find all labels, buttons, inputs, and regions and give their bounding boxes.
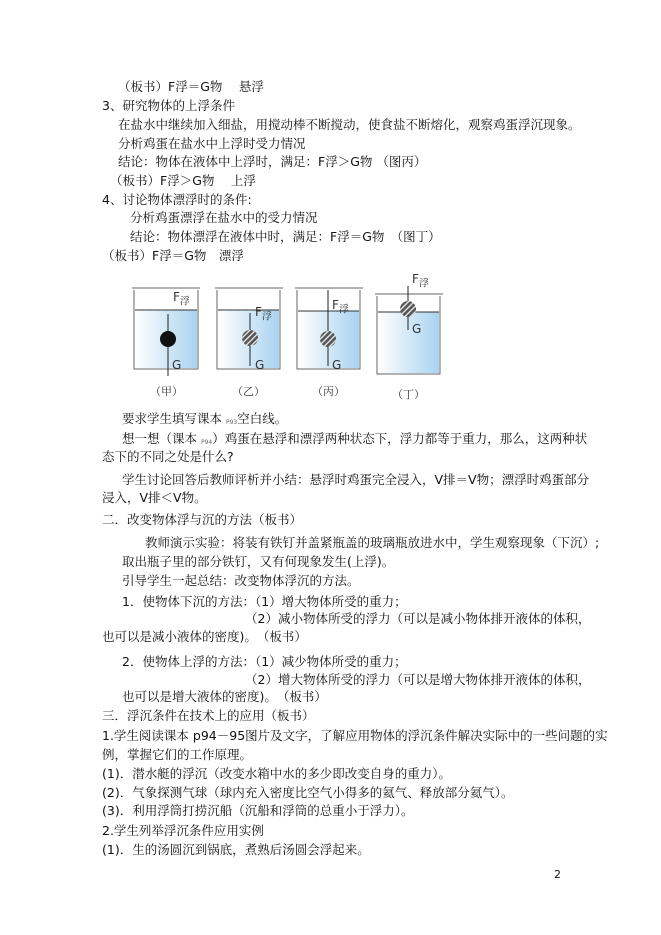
text-line: 要求学生填写课本 P93空白线。 (122, 411, 288, 426)
beakers-illustration (120, 278, 460, 378)
text-line: 2.学生列举浮沉条件应用实例 (102, 823, 264, 838)
text-line: 结论：物体漂浮在液体中时，满足：F浮＝G物 （图丁） (130, 229, 441, 244)
text-line: 在盐水中继续加入细盐，用搅动棒不断搅动，使食盐不断熔化，观察鸡蛋浮沉现象。 (118, 117, 581, 132)
text-line: 想一想（课本 P94）鸡蛋在悬浮和漂浮两种状态下，浮力都等于重力，那么，这两种状 (122, 431, 588, 446)
force-label: G (172, 358, 182, 372)
force-label: $F_浮$ (332, 298, 349, 316)
text-line: 教师演示实验：将装有铁钉并盖紧瓶盖的玻璃瓶放进水中，学生观察现象（下沉）; (145, 535, 600, 550)
text-line: 也可以是增大液体的密度)。 （板书） (122, 689, 327, 704)
force-label: $F_浮$ (173, 290, 190, 308)
text-line: 分析鸡蛋漂浮在盐水中的受力情况 (130, 210, 318, 225)
text-line: 引导学生一起总结：改变物体浮沉的方法。 (122, 573, 360, 588)
beaker-ding (375, 286, 443, 374)
section-heading: 4、讨论物体漂浮时的条件: (102, 192, 252, 207)
text-line: （板书）F浮＝G物 悬浮 (118, 79, 264, 94)
egg-floating (400, 301, 416, 317)
section-heading: 三．浮沉条件在技术上的应用（板书） (102, 708, 315, 723)
text-line: 例，掌握它们的工作原理。 (102, 747, 253, 762)
section-heading: 3、研究物体的上浮条件 (102, 98, 235, 113)
text-line: （2）减小物体所受的浮力（可以是减小物体排开液体的体积， (245, 611, 591, 626)
text-line: 浸入，V排＜V物。 (102, 490, 207, 505)
egg-suspended (242, 330, 258, 346)
caption-yi: （乙） (232, 385, 265, 398)
text-line: (2)．气象探测气球（球内充入密度比空气小得多的氦气、释放部分氦气）。 (102, 785, 514, 800)
beaker-figure (120, 272, 460, 401)
beaker-yi (215, 288, 283, 369)
text-line: 1．使物体下沉的方法：（1）增大物体所受的重力； (122, 594, 407, 609)
text-line: 取出瓶子里的部分铁钉，又有何现象发生(上浮)。 (122, 554, 395, 569)
caption-bing: （丙） (312, 385, 345, 398)
text-line: 结论：物体在液体中上浮时，满足：F浮＞G物 （图丙） (118, 154, 427, 169)
beaker-bing (295, 288, 363, 369)
force-label: $F_浮$ (412, 272, 429, 290)
text-line: 也可以是减小液体的密度)。 （板书） (102, 629, 307, 644)
force-label: G (412, 322, 422, 336)
page-number: 2 (554, 868, 561, 881)
text-line: 2．使物体上浮的方法：（1）减少物体所受的重力； (122, 654, 407, 669)
text-line: 分析鸡蛋在盐水中上浮时受力情况 (118, 136, 306, 151)
force-label: G (332, 358, 342, 372)
egg-rising (320, 331, 336, 347)
egg-sinking (160, 331, 176, 347)
text-line: 1.学生阅读课本 p94－95图片及文字，了解应用物体的浮沉条件解决实际中的一些问题的实 (102, 728, 608, 743)
caption-ding: （丁） (392, 388, 425, 401)
text-line: （板书）F浮＝G物 漂浮 (102, 248, 244, 263)
force-label: $F_浮$ (255, 305, 272, 323)
text-line: 态下的不同之处是什么? (102, 449, 234, 464)
text-line: （2）增大物体所受的浮力（可以是增大物体排开液体的体积， (245, 672, 591, 687)
text-line: (3)．利用浮筒打捞沉船（沉船和浮筒的总重小于浮力）。 (102, 803, 414, 818)
force-label: G (255, 358, 265, 372)
text-line: (1)．潜水艇的浮沉（改变水箱中水的多少即改变自身的重力）。 (102, 766, 451, 781)
caption-jia: （甲） (150, 385, 183, 398)
text-line: 学生讨论回答后教师评析并小结：悬浮时鸡蛋完全浸入，V排＝V物；漂浮时鸡蛋部分 (122, 472, 590, 487)
text-line: （板书）F浮＞G物 上浮 (110, 173, 256, 188)
text-line: (1)．生的汤圆沉到锅底，煮熟后汤圆会浮起来。 (102, 842, 370, 857)
section-heading: 二．改变物体浮与沉的方法（板书） (102, 512, 303, 527)
